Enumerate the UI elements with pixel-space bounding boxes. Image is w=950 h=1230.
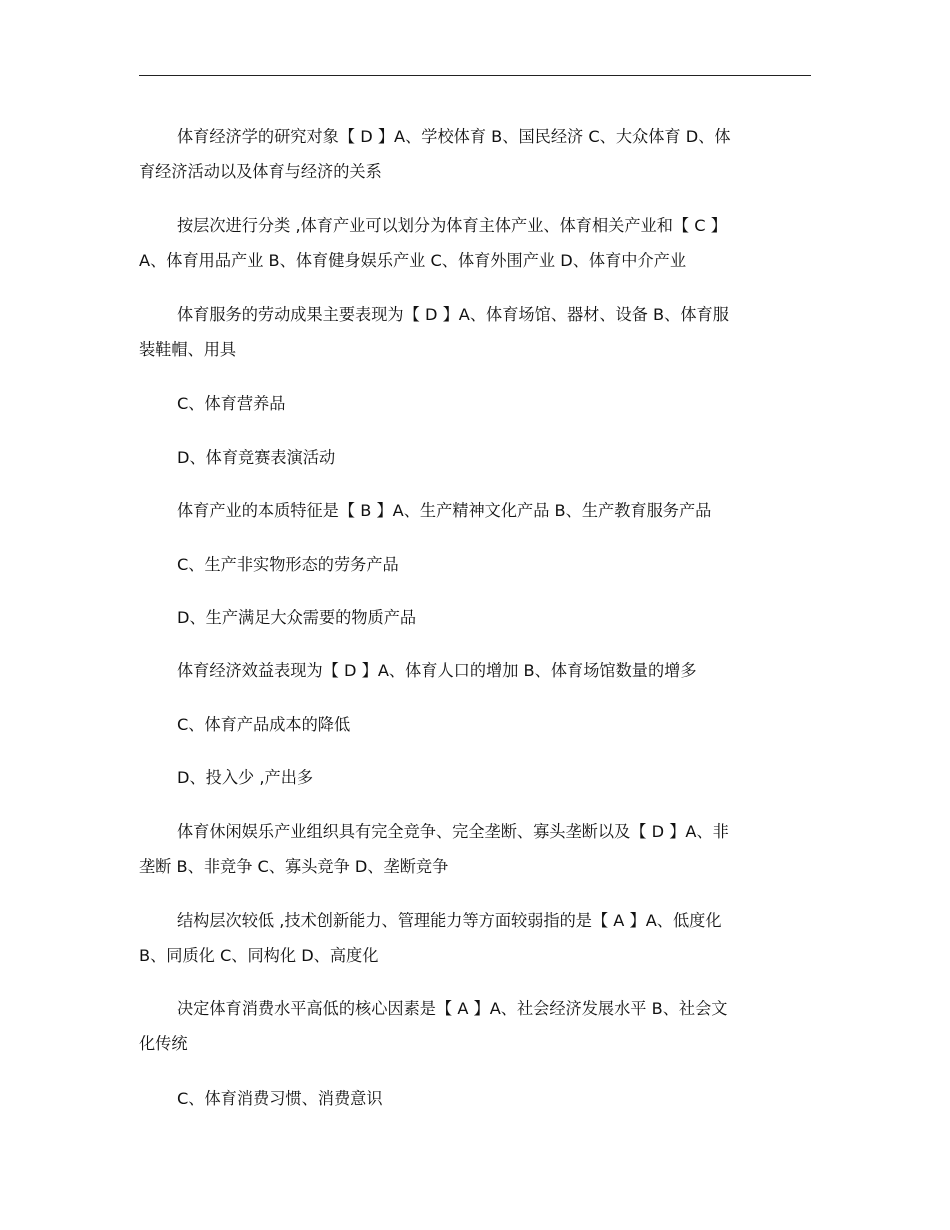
text-line: 决定体育消费水平高低的核心因素是【 A 】A、社会经济发展水平 B、社会文 [177, 999, 728, 1018]
text-line: 化传统 [139, 1034, 188, 1053]
text-line: 体育产业的本质特征是【 B 】A、生产精神文化产品 B、生产教育服务产品 [177, 501, 712, 520]
text-line: A、体育用品产业 B、体育健身娱乐产业 C、体育外围产业 D、体育中介产业 [139, 251, 687, 270]
option-line [139, 707, 811, 742]
header-rule [139, 75, 811, 76]
text-line: B、同质化 C、同构化 D、高度化 [139, 946, 379, 965]
option-line [139, 760, 811, 795]
text-line: C、生产非实物形态的劳务产品 [177, 555, 399, 574]
option-line [139, 547, 811, 582]
option-line [139, 1081, 811, 1116]
text-line: C、体育消费习惯、消费意识 [177, 1089, 383, 1108]
text-line: 装鞋帽、用具 [139, 340, 237, 359]
text-line: 垄断 B、非竞争 C、寡头竞争 D、垄断竞争 [139, 857, 449, 876]
option-line [139, 600, 811, 635]
text-line: 体育经济学的研究对象【 D 】A、学校体育 B、国民经济 C、大众体育 D、体 [177, 127, 731, 146]
text-line: 育经济活动以及体育与经济的关系 [139, 162, 382, 181]
question-3 [139, 297, 811, 367]
question-1 [139, 119, 811, 189]
question-8 [139, 991, 811, 1061]
question-4 [139, 493, 811, 528]
question-6 [139, 814, 811, 884]
text-line: 体育休闲娱乐产业组织具有完全竞争、完全垄断、寡头垄断以及【 D 】A、非 [177, 822, 729, 841]
text-line: 体育经济效益表现为【 D 】A、体育人口的增加 B、体育场馆数量的增多 [177, 661, 697, 680]
question-5 [139, 653, 811, 688]
text-line: C、体育产品成本的降低 [177, 715, 351, 734]
option-line [139, 386, 811, 421]
text-line: 结构层次较低 ,技术创新能力、管理能力等方面较弱指的是【 A 】A、低度化 [177, 911, 722, 930]
text-line: D、生产满足大众需要的物质产品 [177, 608, 417, 627]
text-line: 按层次进行分类 ,体育产业可以划分为体育主体产业、体育相关产业和【 C 】 [177, 216, 727, 235]
question-7 [139, 903, 811, 973]
text-line: C、体育营养品 [177, 394, 286, 413]
option-line [139, 440, 811, 475]
question-2 [139, 208, 811, 278]
text-line: 体育服务的劳动成果主要表现为【 D 】A、体育场馆、器材、设备 B、体育服 [177, 305, 729, 324]
text-line: D、体育竞赛表演活动 [177, 448, 336, 467]
text-line: D、投入少 ,产出多 [177, 768, 314, 787]
